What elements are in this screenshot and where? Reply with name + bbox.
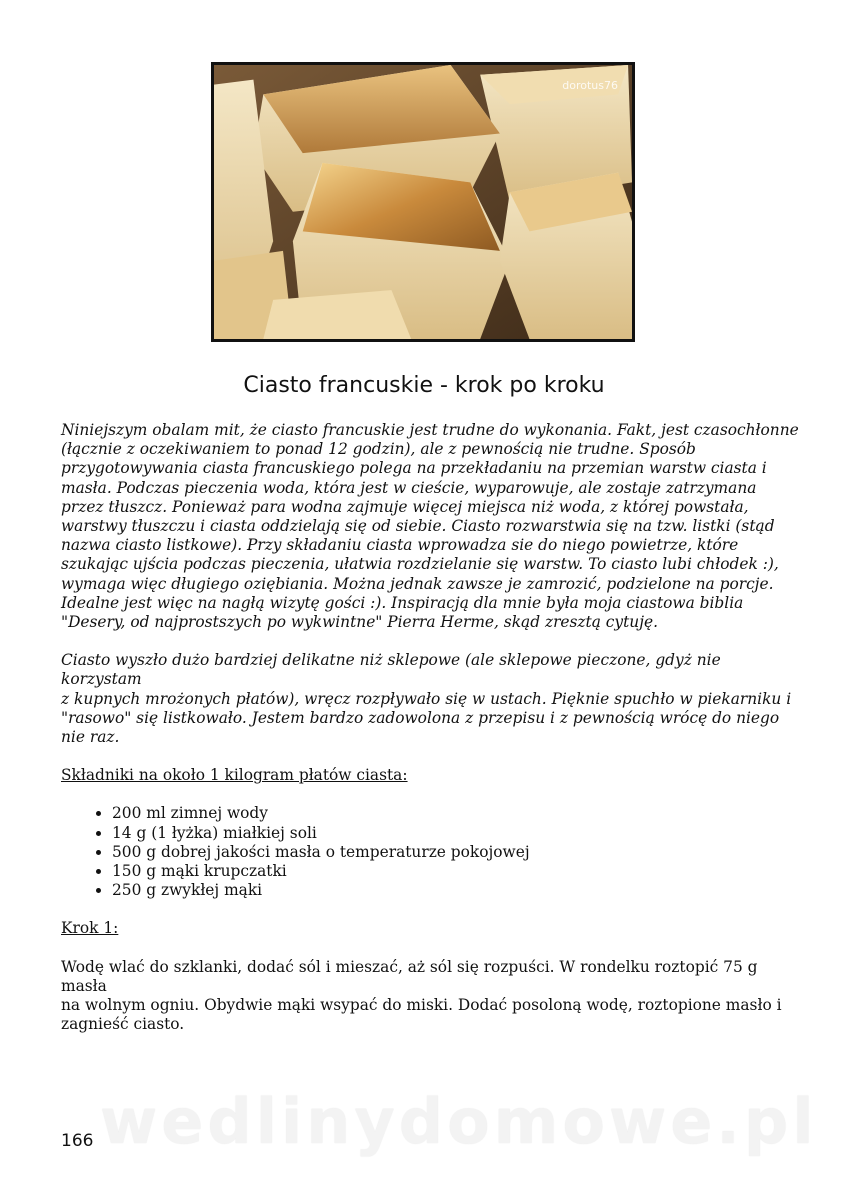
intro-paragraph — [61, 421, 801, 632]
intro-line: "Desery, od najprostszych po wykwintne" Pierra Herme, skąd zresztą cytuję. — [61, 613, 658, 632]
article-body — [61, 421, 801, 1034]
page-number: 166 — [61, 1131, 94, 1151]
step1-heading: Krok 1: — [61, 919, 119, 938]
opinion-line: "rasowo" się listkowało. Jestem bardzo zadowolona z przepisu i z pewnością wrócę do niego — [61, 708, 780, 727]
ingredient-item: • 14 g (1 łyżka) miałkiej soli — [112, 824, 801, 843]
opinion-line: nie raz. — [61, 728, 120, 747]
step1-line: na wolnym ogniu. Obydwie mąki wsypać do miski. Dodać posoloną wodę, roztopione masło i — [61, 996, 782, 1015]
opinion-line: z kupnych mrożonych płatów), wręcz rozpływało się w ustach. Pięknie spuchło w piekarniku i — [61, 689, 792, 708]
page-title: Ciasto francuskie - krok po kroku — [243, 373, 605, 398]
step1-line: Wodę wlać do szklanki, dodać sól i mieszać, aż sól się rozpuści. W rondelku roztopić 75 g masła — [61, 957, 758, 995]
opinion-line: Ciasto wyszło dużo bardziej delikatne niż sklepowe (ale sklepowe pieczone, gdyż nie korzystam — [61, 651, 721, 689]
intro-line: przygotowywania ciasta francuskiego polega na przekładaniu na przemian warstw ciasta i — [61, 459, 767, 478]
intro-line: wymaga więc długiego oziębiania. Można jednak zawsze je zamrozić, podzielone na porcje. — [61, 574, 774, 593]
intro-line: szukając ujścia podczas pieczenia, ułatwia rozdzielanie się warstw. To ciasto lubi chłodek :), — [61, 555, 779, 574]
step1-line: zagnieść ciasto. — [61, 1015, 185, 1034]
step1-paragraph — [61, 958, 801, 1035]
intro-line: (łącznie z oczekiwaniem to ponad 12 godzin), ale z pewnością nie trudne. Sposób — [61, 440, 696, 459]
ingredients-heading: Składniki na około 1 kilogram płatów ciasta: — [61, 766, 408, 785]
pastry-photo-illustration — [214, 65, 632, 339]
intro-line: przez tłuszcz. Ponieważ para wodna zajmuje więcej miejsca niż woda, z której powstała, — [61, 497, 749, 516]
intro-line: Niniejszym obalam mit, że ciasto francuskie jest trudne do wykonania. Fakt, jest czasochłonne — [61, 421, 799, 439]
intro-line: nazwa ciasto listkowe). Przy składaniu ciasta wprowadza sie do niego powietrze, które — [61, 536, 739, 555]
ingredient-item: • 150 g mąki krupczatki — [112, 862, 801, 881]
ingredient-item: • 500 g dobrej jakości masła o temperaturze pokojowej — [112, 843, 801, 862]
ingredient-item: • 200 ml zimnej wody — [112, 804, 801, 823]
opinion-paragraph — [61, 651, 801, 747]
ingredients-list — [61, 804, 801, 900]
photo-watermark: dorotus76 — [562, 79, 618, 92]
footer-watermark: wedlinydomowe.pl — [100, 1085, 818, 1158]
intro-line: masła. Podczas pieczenia woda, która jest w cieście, wyparowuje, ale zostaje zatrzymana — [61, 478, 757, 497]
pastry-photo — [211, 62, 635, 342]
intro-line: Idealne jest więc na nagłą wizytę gości :). Inspiracją dla mnie była moja ciastowa biblia — [61, 593, 744, 612]
ingredient-item: • 250 g zwykłej mąki — [112, 881, 801, 900]
intro-line: warstwy tłuszczu i ciasta oddzielają się od siebie. Ciasto rozwarstwia się na tzw. listki (stąd — [61, 517, 775, 536]
